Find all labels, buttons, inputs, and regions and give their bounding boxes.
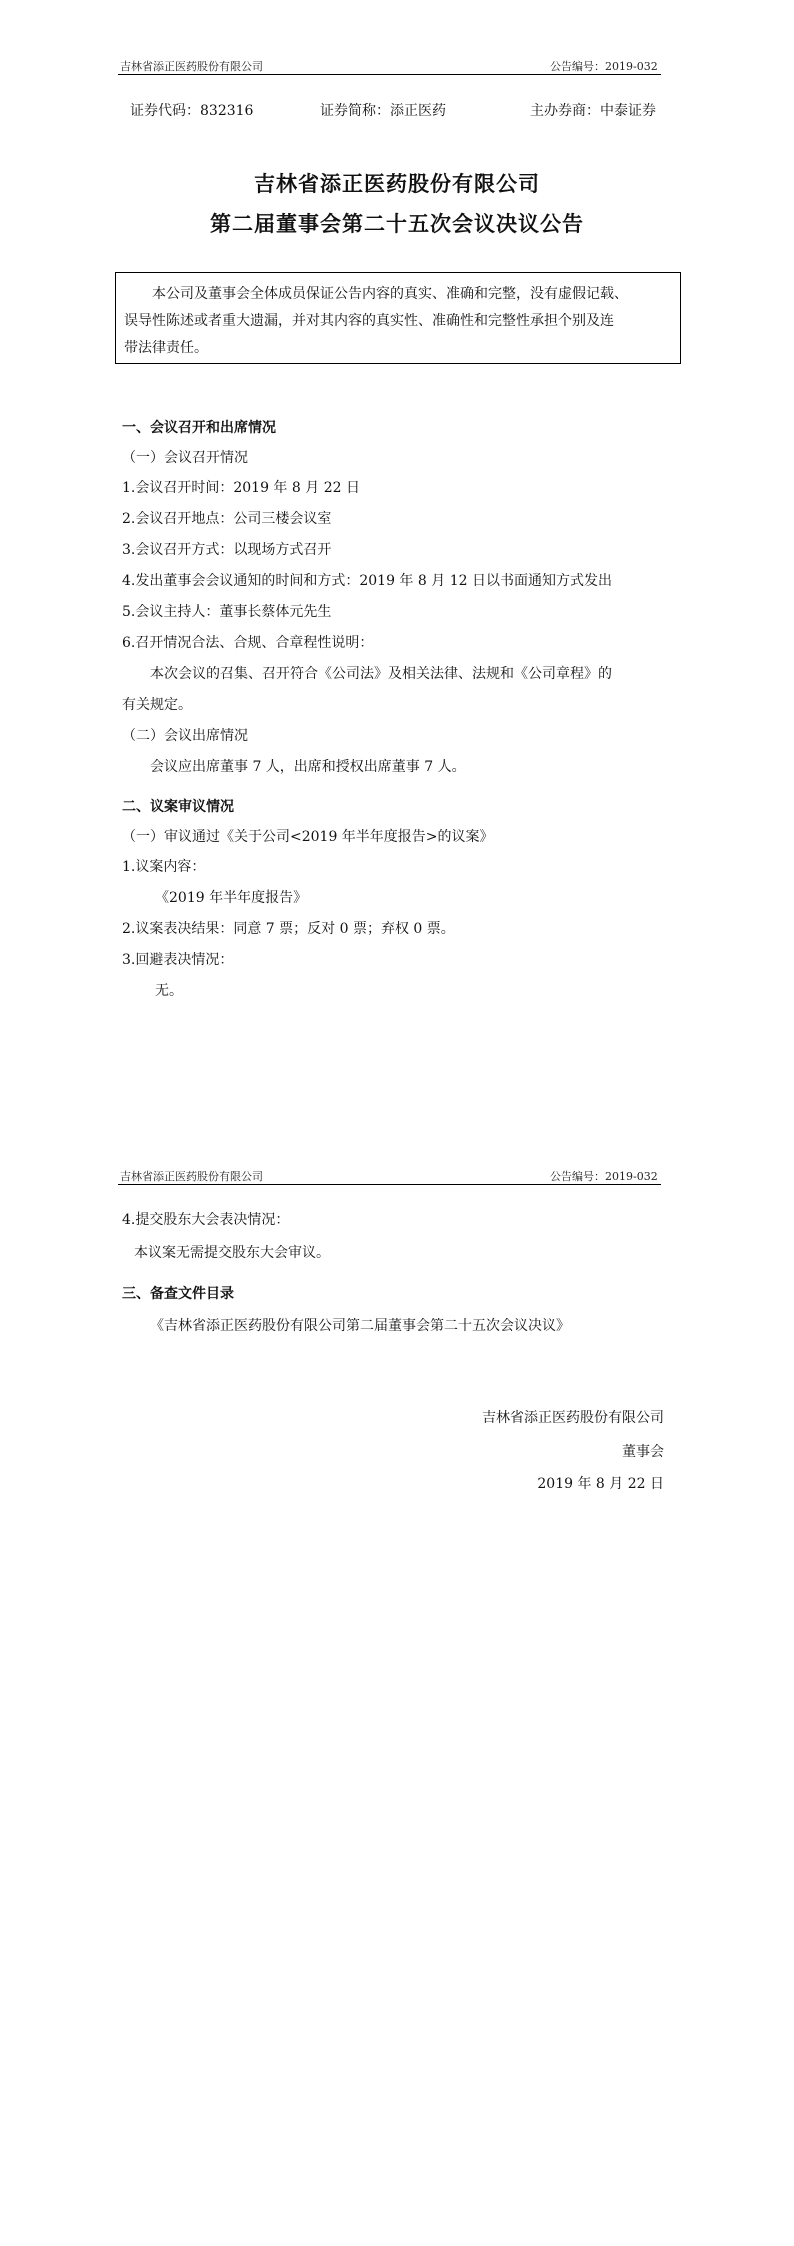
paragraph-text: 有关规定。 [122,697,192,713]
signature-date: 2019 年 8 月 22 日 [537,1476,664,1492]
paragraph-text: 本议案无需提交股东大会审议。 [134,1245,330,1261]
list-item: 1.会议召开时间：2019 年 8 月 22 日 [122,480,360,496]
list-item: 2.议案表决结果：同意 7 票；反对 0 票；弃权 0 票。 [122,921,455,937]
stock-code: 证券代码：832316 [130,103,254,119]
disclaimer-line: 带法律责任。 [124,340,208,356]
list-item: 6.召开情况合法、合规、合章程性说明： [122,635,374,651]
list-item: 3.回避表决情况： [122,952,234,968]
subsection-heading: （一）会议召开情况 [122,450,248,466]
list-item: 3.会议召开方式：以现场方式召开 [122,542,332,558]
subsection-heading: （一）审议通过《关于公司<2019 年半年度报告>的议案》 [122,829,494,845]
header-notice-number: 公告编号：2019-032 [550,60,658,73]
paragraph-text: 无。 [155,983,183,999]
header-divider [118,74,661,75]
section-heading-documents: 三、备查文件目录 [122,1286,234,1302]
list-item: 1.议案内容： [122,859,206,875]
list-item: 4.发出董事会会议通知的时间和方式：2019 年 8 月 12 日以书面通知方式发出 [122,573,612,589]
paragraph-text: 《2019 年半年度报告》 [155,890,308,906]
signature-company: 吉林省添正医药股份有限公司 [482,1410,664,1426]
paragraph-text: 本次会议的召集、召开符合《公司法》及相关法律、法规和《公司章程》的 [150,666,612,682]
subsection-heading: （二）会议出席情况 [122,728,248,744]
list-item: 4.提交股东大会表决情况： [122,1212,290,1228]
stock-abbreviation: 证券简称：添正医药 [320,103,446,119]
header-company: 吉林省添正医药股份有限公司 [120,60,263,73]
section-heading-meeting: 一、会议召开和出席情况 [122,420,276,436]
disclaimer-box [115,272,681,364]
list-item: 2.会议召开地点：公司三楼会议室 [122,511,332,527]
disclaimer-line: 误导性陈述或者重大遗漏，并对其内容的真实性、准确性和完整性承担个别及连 [124,313,614,329]
signature-board: 董事会 [622,1444,664,1460]
section-heading-proposals: 二、议案审议情况 [122,799,234,815]
disclaimer-line: 本公司及董事会全体成员保证公告内容的真实、准确和完整，没有虚假记载、 [152,286,628,302]
paragraph-text: 会议应出席董事 7 人，出席和授权出席董事 7 人。 [150,759,466,775]
list-item: 5.会议主持人：董事长蔡体元先生 [122,604,332,620]
page-title-company: 吉林省添正医药股份有限公司 [254,171,540,196]
sponsor-broker: 主办券商：中泰证券 [530,103,656,119]
page-title-announcement: 第二届董事会第二十五次会议决议公告 [210,211,584,236]
reference-document: 《吉林省添正医药股份有限公司第二届董事会第二十五次会议决议》 [150,1318,570,1334]
header-divider [118,1184,661,1185]
header-company: 吉林省添正医药股份有限公司 [120,1170,263,1183]
header-notice-number: 公告编号：2019-032 [550,1170,658,1183]
